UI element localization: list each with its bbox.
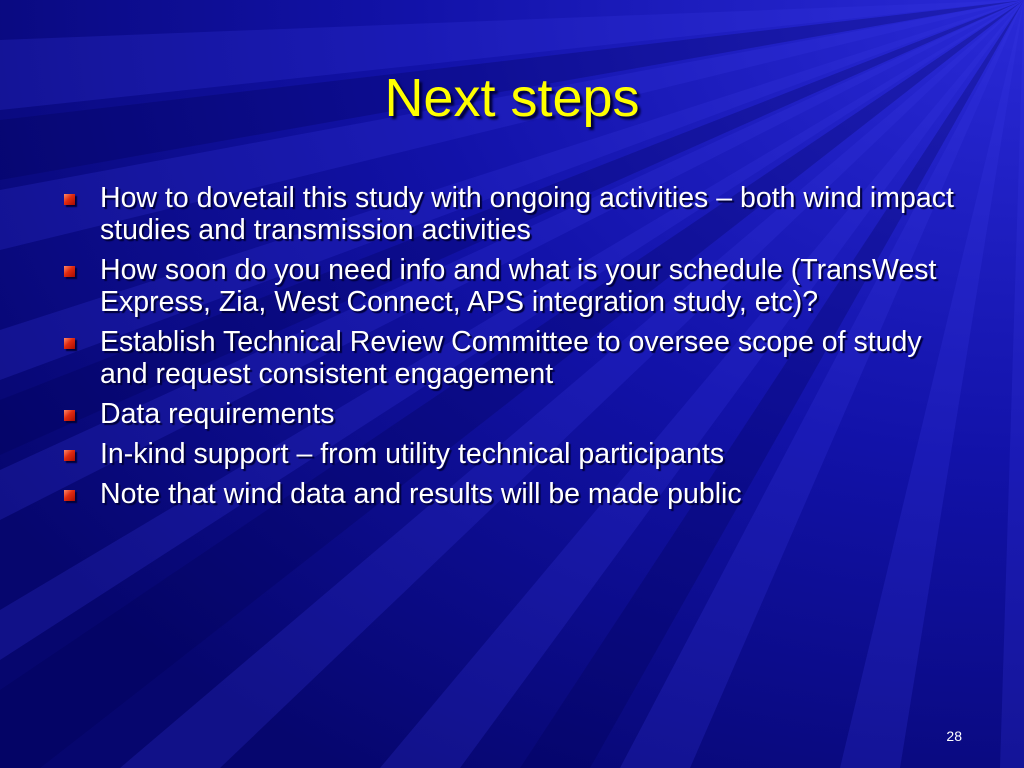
square-bullet-icon [64,490,75,501]
list-item [62,326,972,390]
bullet-text: Data requirements [100,398,335,430]
square-bullet-icon [64,194,75,205]
square-bullet-icon [64,266,75,277]
list-item [62,438,972,470]
bullet-text: Note that wind data and results will be made public [100,478,742,510]
list-item [62,478,972,510]
square-bullet-icon [64,450,75,461]
bullet-text: How to dovetail this study with ongoing activities – both wind impact studies and transmission activities [100,182,954,246]
list-item [62,398,972,430]
bullet-text: In-kind support – from utility technical participants [100,438,725,470]
bullet-text: How soon do you need info and what is your schedule (TransWest Express, Zia, West Connect, APS integration study, etc)? [100,254,937,318]
slide-title: Next steps [384,68,640,128]
list-item [62,254,972,318]
square-bullet-icon [64,338,75,349]
list-item [62,182,972,246]
slide-number: 28 [946,728,962,744]
bullet-text: Establish Technical Review Committee to oversee scope of study and request consistent engagement [100,326,922,390]
bullet-list [62,182,972,518]
square-bullet-icon [64,410,75,421]
